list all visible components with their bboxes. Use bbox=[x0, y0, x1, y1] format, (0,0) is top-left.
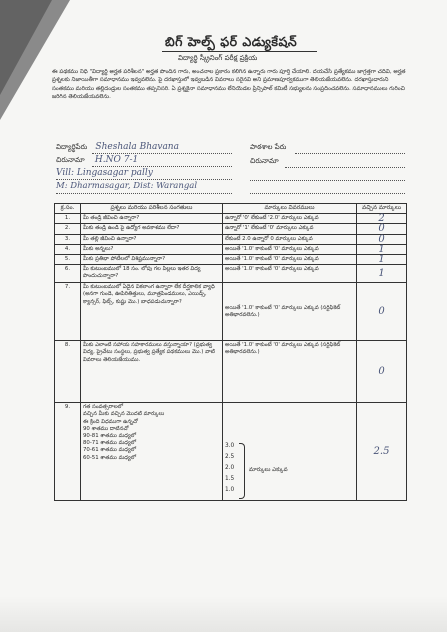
row-question: మీకు అన్నలు? bbox=[81, 244, 223, 254]
row-question: మీకు ప్రతిభా పోటీలలో విశిష్టమున్నారా? bbox=[81, 255, 223, 265]
criteria-line: 90 శాతము దాటినచో bbox=[83, 425, 129, 432]
table-row bbox=[55, 244, 407, 254]
row-question-gpa bbox=[81, 403, 223, 501]
student-name-label: విద్యార్థిపేరు bbox=[56, 143, 88, 151]
gpa-label: మార్కులు ఎక్కువ bbox=[249, 467, 288, 474]
criteria-line: 80-71 శాతము మధ్యలో bbox=[83, 440, 137, 447]
table-row bbox=[55, 224, 407, 234]
page-bottom-shadow bbox=[0, 596, 447, 632]
row-question: మీ తండ్రి జీవించి ఉన్నారా? bbox=[81, 214, 223, 224]
row-marks: అయితే '1.0' కాకుంటే '0' మార్కులు ఎక్కువ (సర్టిఫికెట్ అతిభారవలెను.) bbox=[223, 341, 357, 403]
address-row bbox=[56, 155, 138, 166]
row-question: మీకు ఎలాంటి సహాయ సహకారములు వస్తున్నాయా? (ప్రభుత్వ విద్య, ప్రైవేటు సంస్థలు, ప్రభుత్వ ప్రత్యేక పథకములు మొ.) వాటి వివరాలు తెలియజేయుము. bbox=[81, 341, 223, 403]
row-number: 5. bbox=[55, 255, 81, 265]
address-line-2: Vill: Lingasagar pally bbox=[56, 168, 153, 178]
address-line-3: M: Dharmasagar, Dist: Warangal bbox=[56, 181, 198, 191]
brace-icon bbox=[239, 443, 245, 499]
row-question: మీ తల్లి జీవించి ఉన్నారా? bbox=[81, 234, 223, 244]
row-score: 0 bbox=[357, 224, 407, 234]
table-row bbox=[55, 283, 407, 341]
gpa-value: 3.0 bbox=[225, 443, 235, 450]
table-row bbox=[55, 265, 407, 283]
school-address-row bbox=[250, 157, 279, 167]
school-address-line-2 bbox=[250, 180, 405, 181]
row-marks: అయితే '1.0' కాకుంటే '0' మార్కులు ఎక్కువ bbox=[223, 244, 357, 254]
row-marks-gpa bbox=[223, 403, 357, 501]
table-header-row bbox=[55, 204, 407, 214]
header-score: వచ్చిన మార్కులు bbox=[357, 204, 407, 214]
school-address-line-3 bbox=[250, 193, 405, 194]
page-corner-fold bbox=[0, 0, 52, 95]
header-marks: మార్కులు వివరములు bbox=[223, 204, 357, 214]
school-address-label: చిరునామా bbox=[250, 157, 279, 165]
row-score: 1 bbox=[357, 244, 407, 254]
student-name-row bbox=[56, 142, 179, 153]
criteria-line: 60-51 శాతము మధ్యలో bbox=[83, 454, 137, 461]
intro-paragraph: ఈ పథకము నిధి "విద్యార్థి అర్హత పరిశీలన" అర్హత పొందిన గారు, అంచనాల ప్రకారం కలిగిన ఉన్నారు గారు పూర్తి చేయాలి. దయచేసి ప్రత్యేకము జాగ్రత్తగా చదివి, అర్హత ప్రశ్నలకు నిజాయితీగా సమాధానము ఇవ్వవలెను. పై దరఖాస్తులో ఇవ్వబడిన వివరాలు సరైనవి అని ప్రమాణపూర్వకముగా తెలియజేయవలెను. దరఖాస్తుదారుని సంతకము మరియు తల్లిదండ్రుల సంతకము తప్పనిసరి. ఏ ప్రశ్నకైనా సమాధానము లేనియెడల ప్రిన్సిపాల్ కమిటీ సభ్యులను సంప్రదించవలెను. సమాధానములు గురించి జరిగిన తెలియజేయవలెను. bbox=[52, 69, 406, 100]
row-number: 7. bbox=[55, 283, 81, 341]
criteria-line: గత సంవత్సరాలలో bbox=[83, 404, 124, 411]
address-line-3-rule bbox=[56, 193, 232, 194]
row-question: మీ కుటుంబములో 18 సం. లోపు గల పిల్లలు ఇతర విద్య పొందుచున్నారా? bbox=[81, 265, 223, 283]
student-name-line bbox=[92, 153, 232, 154]
row-number: 4. bbox=[55, 244, 81, 254]
school-name-row bbox=[250, 143, 286, 153]
address-row-3 bbox=[56, 181, 197, 191]
criteria-line: వచ్చిన మీకు వచ్చిన మొదటి మార్కులు bbox=[83, 411, 165, 418]
address-line-2-rule bbox=[56, 179, 232, 180]
table-row bbox=[55, 234, 407, 244]
row-score: 0 bbox=[357, 341, 407, 403]
row-marks: ఉన్నారో '0' లేకుంటే '2.0' మార్కులు ఎక్కువ bbox=[223, 214, 357, 224]
header-question: ప్రశ్నలు మరియు పరిశీలన సంగతులు bbox=[81, 204, 223, 214]
table-row bbox=[55, 214, 407, 224]
document-title: బిగ్ హెల్ప్ ఫర్ ఎడ్యుకేషన్ bbox=[165, 34, 298, 49]
row-score: 2.5 bbox=[357, 403, 407, 501]
criteria-line: ఈ క్రింది విధముగా ఉన్నచో bbox=[83, 418, 138, 425]
document-subtitle: విద్యార్థి స్క్రీనింగ్ పరీక్ష ప్రక్రియ bbox=[178, 54, 258, 62]
criteria-line: 70-61 శాతము మధ్యలో bbox=[83, 447, 137, 454]
row-number: 3. bbox=[55, 234, 81, 244]
address-line-1-rule bbox=[92, 166, 232, 167]
row-number: 9. bbox=[55, 403, 81, 501]
table-row bbox=[55, 341, 407, 403]
table-row bbox=[55, 255, 407, 265]
row-question: మీ కుటుంబములో ఏదైన వికలాంగ ఉన్నారా లేక దీర్ఘకాలిక వ్యాధి (అనగా గుండె, ఊపిరితిత్తులు, మూత్రపిండములు, ఎయిడ్స్, క్యాన్సర్, ఫిట్స్, కుష్టు మొ.) బాధపడుచున్నారా? bbox=[81, 283, 223, 341]
row-number: 6. bbox=[55, 265, 81, 283]
row-marks: అయితే '1.0' కాకుంటే '0' మార్కులు ఎక్కువ (సర్టిఫికెట్ అతిభారవలెను.) bbox=[223, 283, 357, 341]
row-marks: అయితే '1.0' కాకుంటే '0' మార్కులు ఎక్కువ bbox=[223, 265, 357, 283]
gpa-scale bbox=[225, 441, 354, 496]
row-score: 0 bbox=[357, 234, 407, 244]
school-name-label: పాఠశాల పేరు bbox=[250, 143, 287, 151]
header-serial: క్ర.సం. bbox=[55, 204, 81, 214]
gpa-value: 2.5 bbox=[225, 454, 235, 461]
gpa-value: 2.0 bbox=[225, 465, 235, 472]
student-name-value: Sheshala Bhavana bbox=[95, 142, 179, 152]
school-name-line bbox=[295, 153, 405, 154]
address-line-1: H.NO 7-1 bbox=[94, 155, 139, 165]
row-number: 2. bbox=[55, 224, 81, 234]
row-number: 1. bbox=[55, 214, 81, 224]
row-marks: లేకుంటే 2.0 ఉన్నారో 0 మార్కులు ఎక్కువ bbox=[223, 234, 357, 244]
criteria-line: 90-81 శాతము మధ్యలో bbox=[83, 433, 137, 440]
row-question: మీకు తండ్రి ఉండి పై ఉద్యోగ అవకాశము లేదా? bbox=[81, 224, 223, 234]
row-marks: ఉన్నారో '1' లేకుంటే '0' మార్కులు ఎక్కువ bbox=[223, 224, 357, 234]
table-row bbox=[55, 403, 407, 501]
address-label: చిరునామా bbox=[56, 156, 85, 164]
title-underline bbox=[162, 51, 317, 52]
row-score: 0 bbox=[357, 283, 407, 341]
row-score: 1 bbox=[357, 265, 407, 283]
row-score: 1 bbox=[357, 255, 407, 265]
gpa-value: 1.0 bbox=[225, 487, 235, 494]
screening-table bbox=[54, 203, 407, 501]
row-marks: అయితే '1.0' కాకుంటే '0' మార్కులు ఎక్కువ bbox=[223, 255, 357, 265]
gpa-value: 1.5 bbox=[225, 476, 235, 483]
row-score: 2 bbox=[357, 214, 407, 224]
school-address-line bbox=[285, 167, 405, 168]
row-number: 8. bbox=[55, 341, 81, 403]
address-row-2 bbox=[56, 168, 153, 178]
